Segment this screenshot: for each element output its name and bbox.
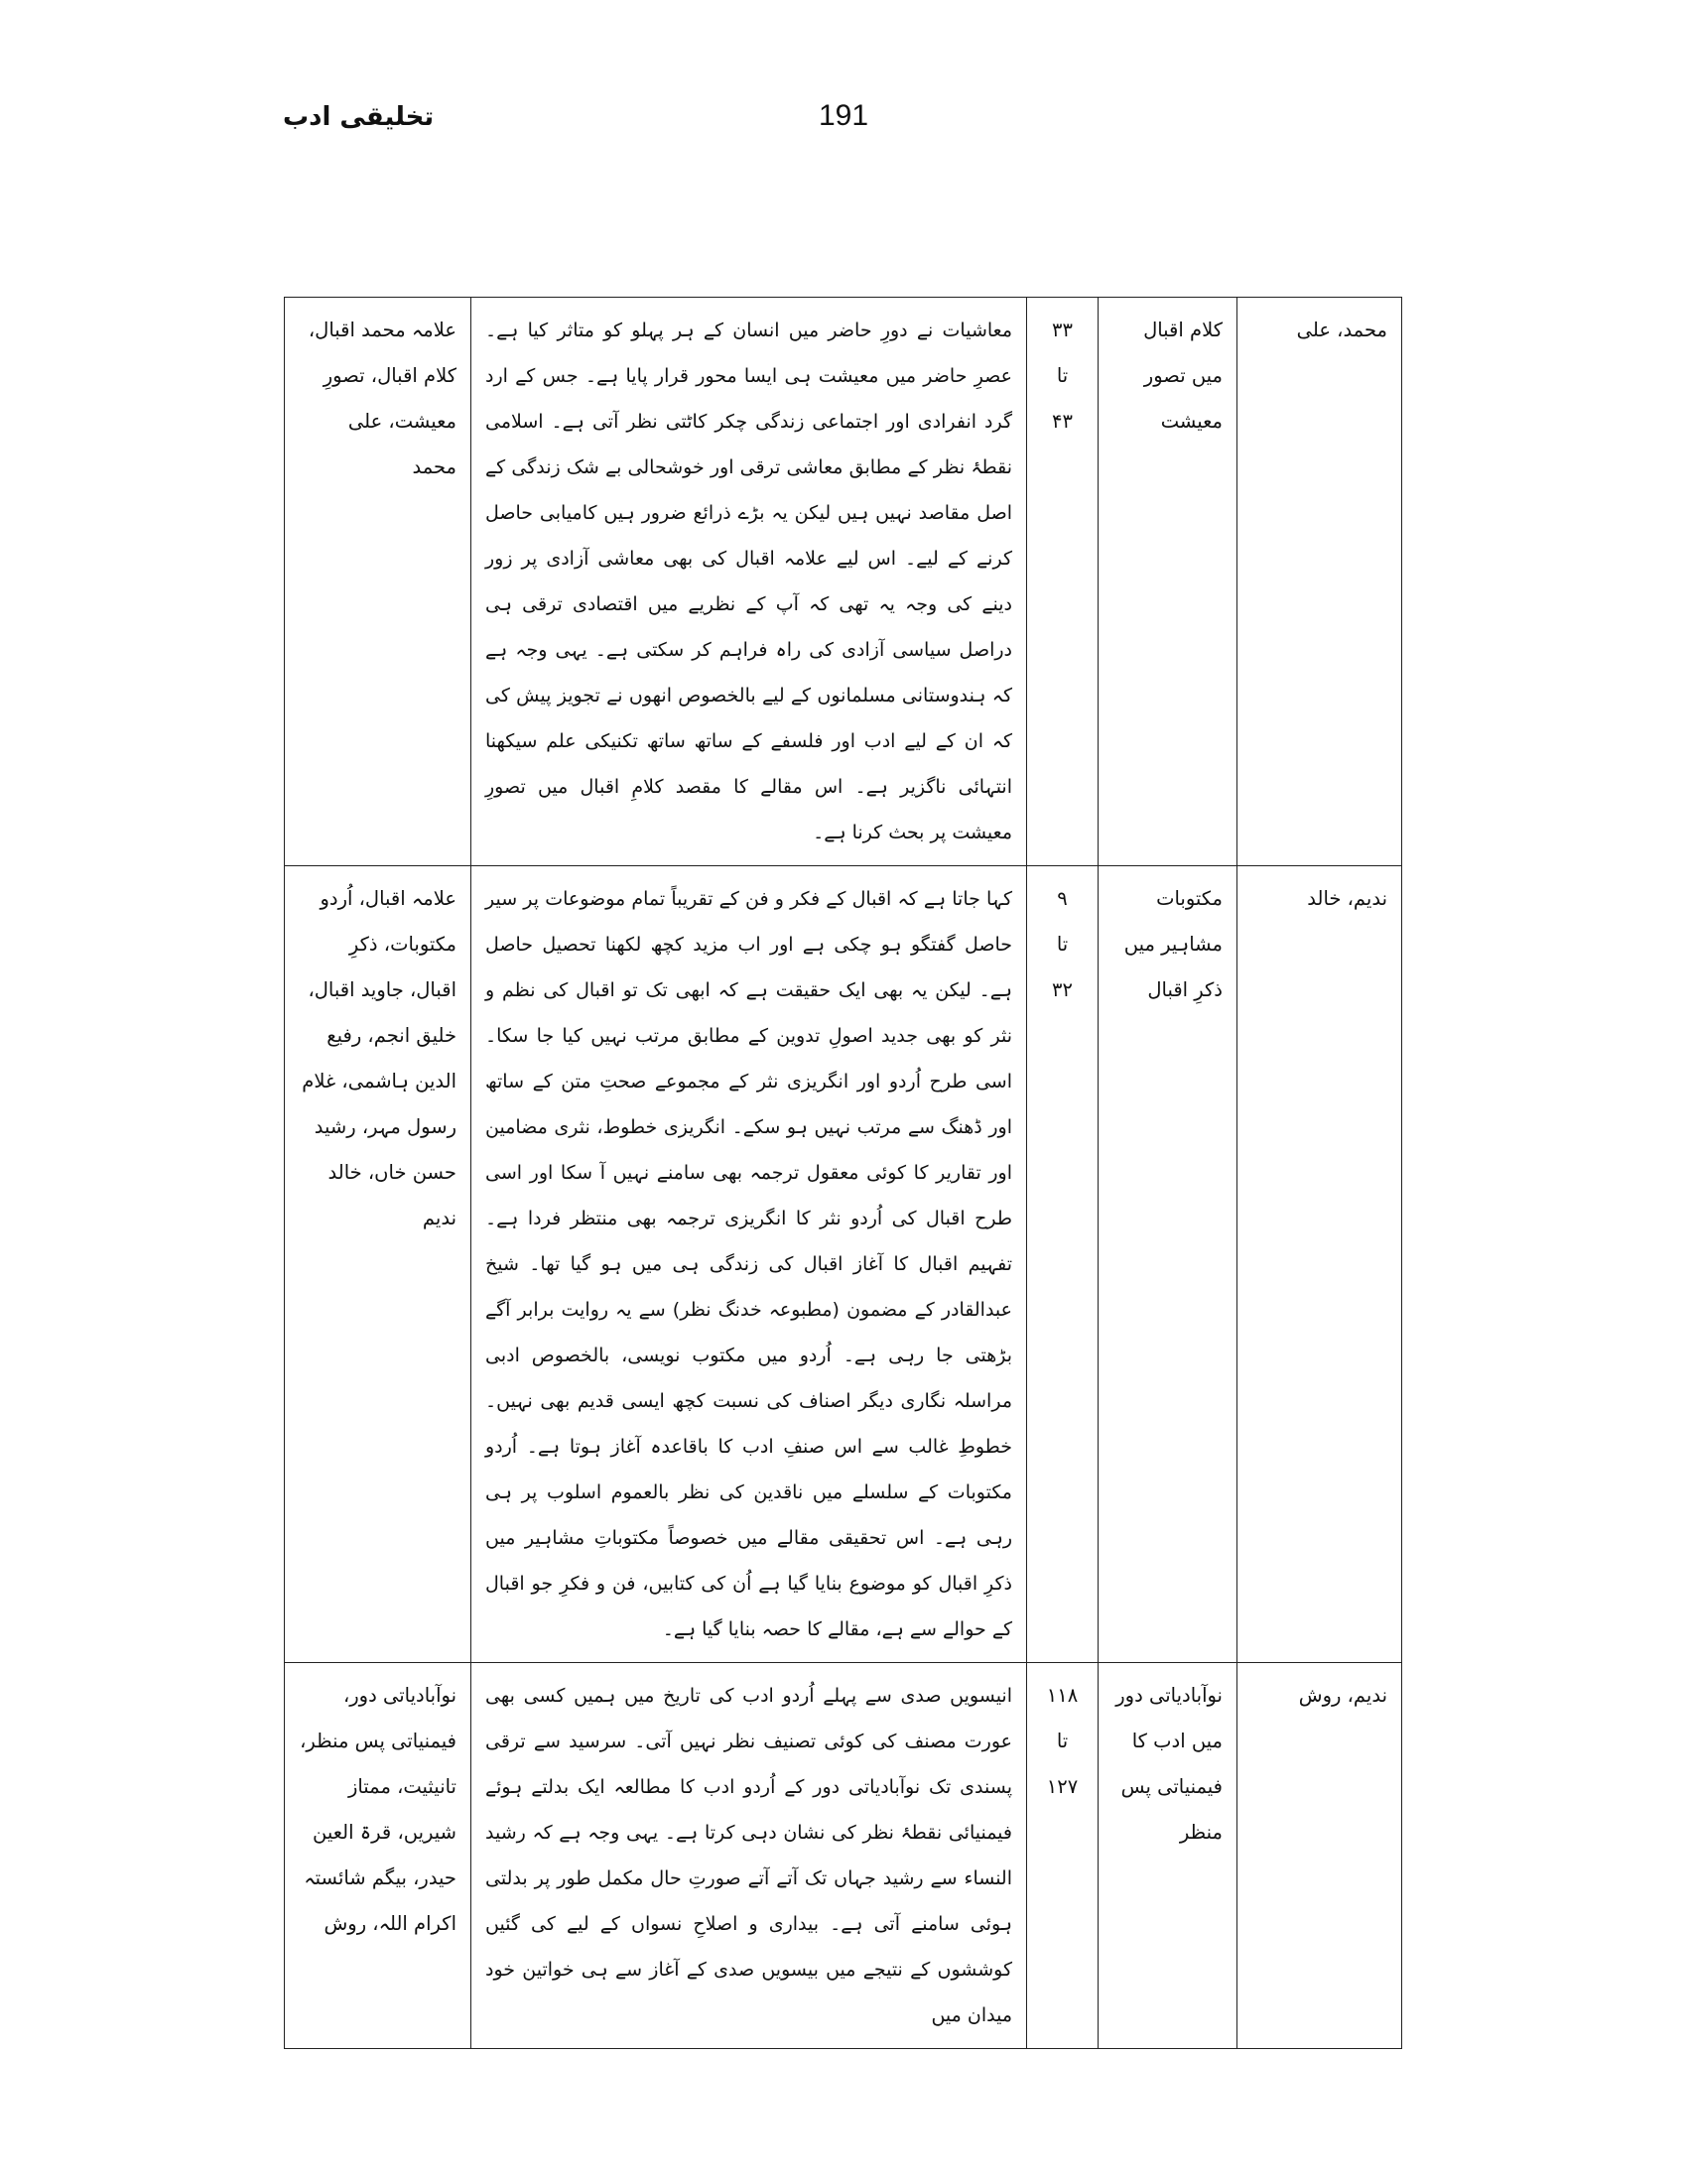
page-end: ۱۲۷	[1046, 1775, 1079, 1798]
keywords-cell: نوآبادیاتی دور، فیمنیاتی پس منظر، تانیثیت، ممتاز شیریں، قرۃ العین حیدر، بیگم شائستہ اکرام اللہ، روش	[285, 1663, 471, 2049]
abstract-cell: معاشیات نے دورِ حاضر میں انسان کے ہر پہلو کو متاثر کیا ہے۔ عصرِ حاضر میں معیشت ہی ایسا محور قرار پایا ہے۔ جس کے ارد گرد انفرادی اور اجتماعی زندگی چکر کاٹتی نظر آتی ہے۔ اسلامی نقطۂ نظر کے مطابق معاشی ترقی اور خوشحالی بے شک زندگی کے اصل مقاصد نہیں ہیں لیکن یہ بڑے ذرائع ضرور ہیں کامیابی حاصل کرنے کے لیے۔ اس لیے علامہ اقبال کی بھی معاشی آزادی پر زور دینے کی وجہ یہ تھی کہ آپ کے نظریے میں اقتصادی ترقی ہی دراصل سیاسی آزادی کی راہ فراہم کر سکتی ہے۔ یہی وجہ ہے کہ ہندوستانی مسلمانوں کے لیے بالخصوص انھوں نے تجویز پیش کی کہ ان کے لیے ادب اور فلسفے کے ساتھ ساتھ تکنیکی علم سیکھنا انتہائی ناگزیر ہے۔ اس مقالے کا مقصد کلامِ اقبال میں تصورِ معیشت پر بحث کرنا ہے۔	[471, 298, 1027, 866]
pages-cell	[1027, 1663, 1099, 2049]
page-range-separator: تا	[1056, 933, 1069, 956]
page-end: ۴۳	[1052, 410, 1073, 433]
table-row	[285, 298, 1402, 866]
author-cell: ندیم، خالد	[1237, 866, 1402, 1663]
page-start: ۹	[1057, 887, 1068, 910]
table-row	[285, 866, 1402, 1663]
title-cell: کلام اقبال میں تصور معیشت	[1099, 298, 1237, 866]
running-head: تخلیقی ادب	[283, 102, 435, 132]
bibliography-table	[284, 297, 1402, 2049]
keywords-cell: علامہ محمد اقبال، کلام اقبال، تصورِ معیشت، علی محمد	[285, 298, 471, 866]
pages-cell	[1027, 866, 1099, 1663]
page-start: ۳۳	[1052, 319, 1073, 341]
pages-cell	[1027, 298, 1099, 866]
keywords-cell: علامہ اقبال، اُردو مکتوبات، ذکرِ اقبال، جاوید اقبال، خلیق انجم، رفیع الدین ہاشمی، غلام رسول مہر، رشید حسن خاں، خالد ندیم	[285, 866, 471, 1663]
abstract-cell: انیسویں صدی سے پہلے اُردو ادب کی تاریخ میں ہمیں کسی بھی عورت مصنف کی کوئی تصنیف نظر نہیں آتی۔ سرسید سے ترقی پسندی تک نوآبادیاتی دور کے اُردو ادب کا مطالعہ ایک بدلتے ہوئے فیمنیائی نقطۂ نظر کی نشان دہی کرتا ہے۔ یہی وجہ ہے کہ رشید النساء سے رشید جہاں تک آتے آتے صورتِ حال مکمل طور پر بدلتی ہوئی سامنے آتی ہے۔ بیداری و اصلاحِ نسواں کے لیے کی گئیں کوششوں کے نتیجے میں بیسویں صدی کے آغاز سے ہی خواتین خود میدان میں	[471, 1663, 1027, 2049]
author-cell: محمد، علی	[1237, 298, 1402, 866]
abstract-cell: کہا جاتا ہے کہ اقبال کے فکر و فن کے تقریباً تمام موضوعات پر سیر حاصل گفتگو ہو چکی ہے اور اب مزید کچھ لکھنا تحصیل حاصل ہے۔ لیکن یہ بھی ایک حقیقت ہے کہ ابھی تک تو اقبال کی نظم و نثر کو بھی جدید اصولِ تدوین کے مطابق مرتب نہیں کیا جا سکا۔ اسی طرح اُردو اور انگریزی نثر کے مجموعے صحتِ متن کے ساتھ اور ڈھنگ سے مرتب نہیں ہو سکے۔ انگریزی خطوط، نثری مضامین اور تقاریر کا کوئی معقول ترجمہ بھی سامنے نہیں آ سکا اور اسی طرح اقبال کی اُردو نثر کا انگریزی ترجمہ بھی منتظر فردا ہے۔ تفہیم اقبال کا آغاز اقبال کی زندگی ہی میں ہو گیا تھا۔ شیخ عبدالقادر کے مضمون (مطبوعہ خدنگ نظر) سے یہ روایت برابر آگے بڑھتی جا رہی ہے۔ اُردو میں مکتوب نویسی، بالخصوص ادبی مراسلہ نگاری دیگر اصناف کی نسبت کچھ ایسی قدیم بھی نہیں۔ خطوطِ غالب سے اس صنفِ ادب کا باقاعدہ آغاز ہوتا ہے۔ اُردو مکتوبات کے سلسلے میں ناقدین کی نظر بالعموم اسلوب پر ہی رہی ہے۔ اس تحقیقی مقالے میں خصوصاً مکتوباتِ مشاہیر میں ذکرِ اقبال کو موضوع بنایا گیا ہے اُن کی کتابیں، فن و فکرِ جو اقبال کے حوالے سے ہے، مقالے کا حصہ بنایا گیا ہے۔	[471, 866, 1027, 1663]
title-cell: نوآبادیاتی دور میں ادب کا فیمنیاتی پس منظر	[1099, 1663, 1237, 2049]
author-cell: ندیم، روش	[1237, 1663, 1402, 2049]
page-end: ۳۲	[1052, 978, 1073, 1001]
page-range-separator: تا	[1056, 364, 1069, 387]
title-cell: مکتوبات مشاہیر میں ذکرِ اقبال	[1099, 866, 1237, 1663]
table-row	[285, 1663, 1402, 2049]
page-start: ۱۱۸	[1046, 1684, 1079, 1707]
page-range-separator: تا	[1056, 1730, 1069, 1752]
page-number: 191	[818, 99, 869, 132]
